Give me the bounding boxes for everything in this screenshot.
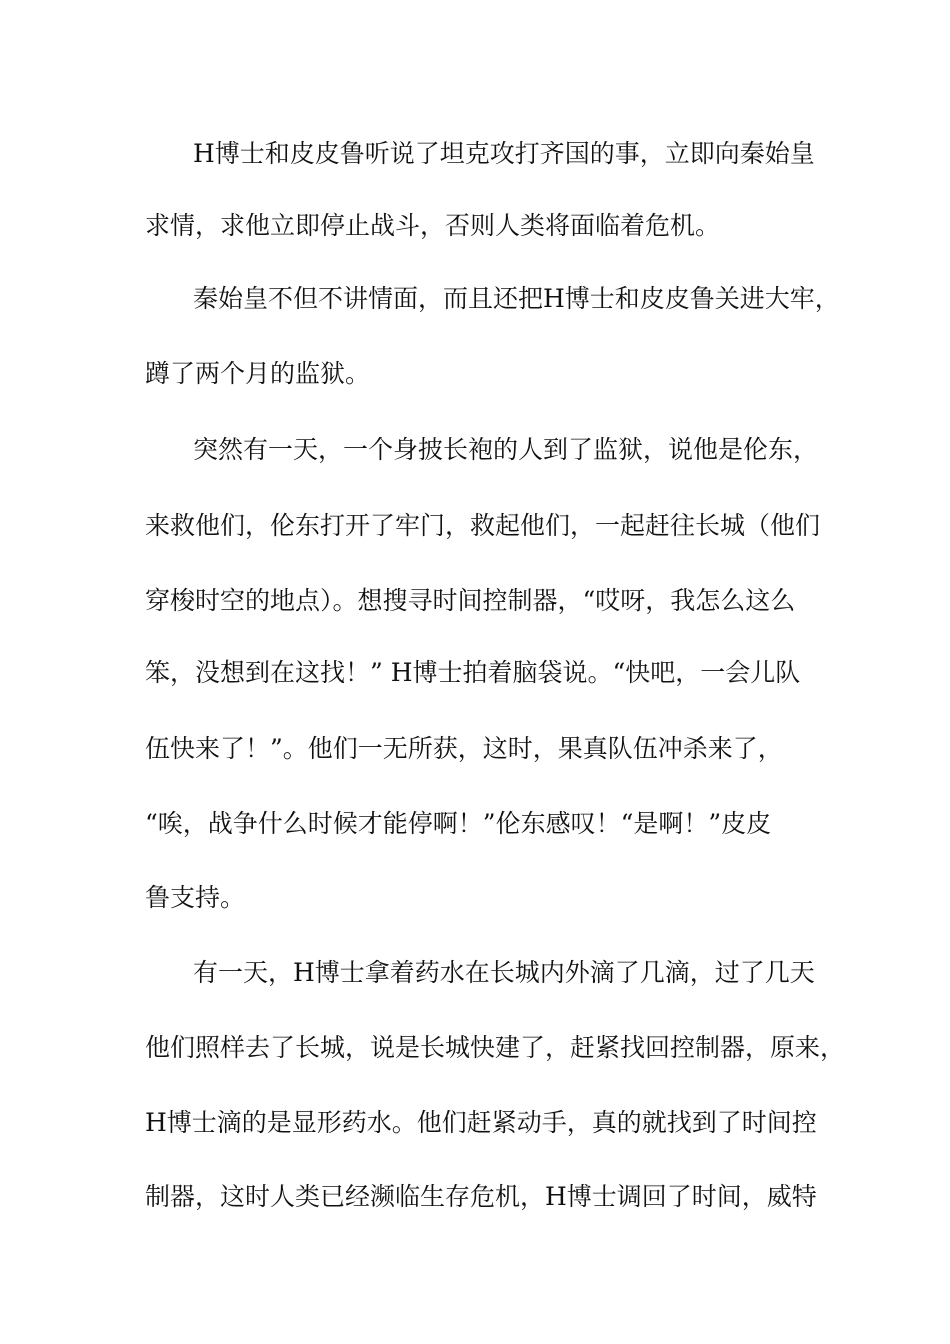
text-line: 伍快来了！”。他们一无所获，这时，果真队伍冲杀来了， xyxy=(145,734,783,763)
text-line: H博士滴的是显形药水。他们赶紧动手，真的就找到了时间控 xyxy=(145,1108,817,1137)
text-line: 笨，没想到在这找！” H博士拍着脑袋说。“快吧，一会儿队 xyxy=(145,658,801,687)
text-line: H博士和皮皮鲁听说了坦克攻打齐国的事，立即向秦始皇 xyxy=(193,139,815,168)
text-line: 求情，求他立即停止战斗，否则人类将面临着危机。 xyxy=(145,211,721,240)
text-line: 突然有一天，一个身披长袍的人到了监狱，说他是伦东， xyxy=(193,435,819,464)
text-line: 来救他们，伦东打开了牢门，救起他们，一起赶往长城（他们 xyxy=(145,511,821,540)
text-line: 有一天，H博士拿着药水在长城内外滴了几滴，过了几天 xyxy=(193,958,815,987)
text-line: 穿梭时空的地点）。想搜寻时间控制器，“哎呀，我怎么这么 xyxy=(145,586,796,615)
text-line: 秦始皇不但不讲情面，而且还把H博士和皮皮鲁关进大牢， xyxy=(193,284,840,313)
text-line: 鲁支持。 xyxy=(145,883,246,912)
text-line: 制器，这时人类已经濒临生存危机，H博士调回了时间，威特 xyxy=(145,1182,817,1211)
text-line: 蹲了两个月的监狱。 xyxy=(145,359,371,388)
text-line: “唉，战争什么时候才能停啊！”伦东感叹！“是啊！”皮皮 xyxy=(145,809,772,838)
text-line: 他们照样去了长城，说是长城快建了，赶紧找回控制器，原来， xyxy=(145,1033,846,1062)
